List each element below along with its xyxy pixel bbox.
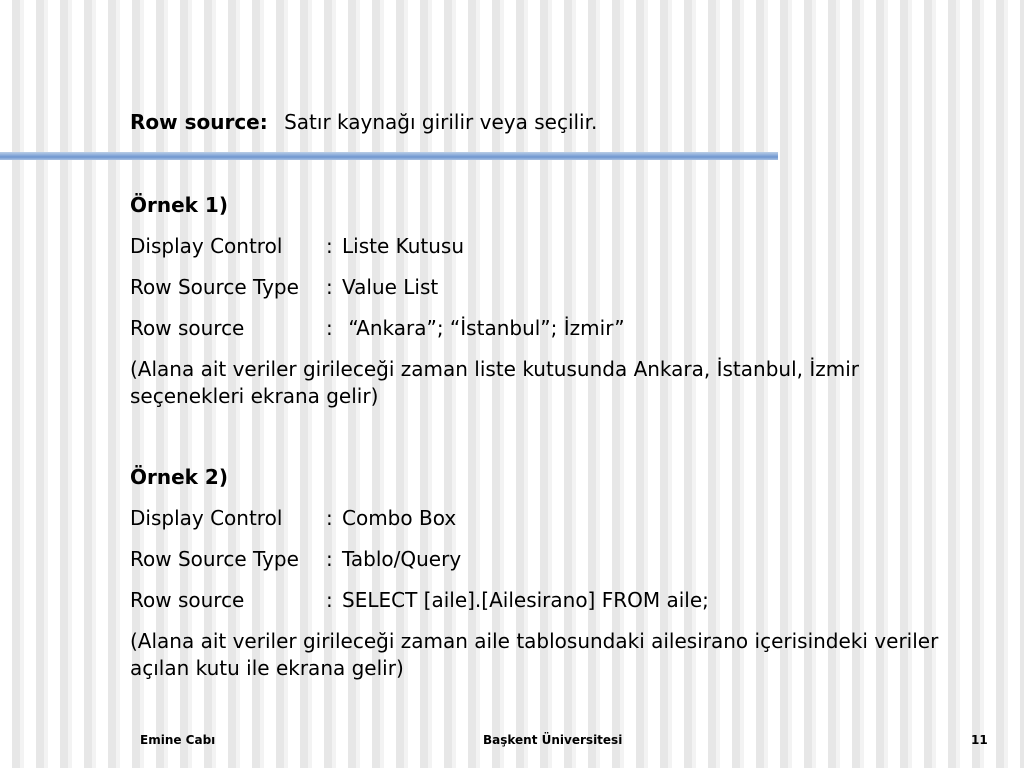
example-2-row-source-row <box>130 587 950 614</box>
row-key: Display Control <box>130 506 283 530</box>
row-value: Combo Box <box>342 506 457 530</box>
row-value: Tablo/Query <box>342 547 462 571</box>
example-1-row-source-type-row <box>130 274 950 301</box>
section-spacer <box>130 424 950 464</box>
example-1-note: (Alana ait veriler girileceği zaman liste kutusunda Ankara, İstanbul, İzmir seçenekleri ekrana gelir) <box>130 357 859 408</box>
row-value: Liste Kutusu <box>342 234 465 258</box>
footer-page-number: 11 <box>971 733 988 747</box>
example-1-display-control-row <box>130 233 950 260</box>
row-separator: : <box>326 547 333 571</box>
row-key: Row Source Type <box>130 547 299 571</box>
title-divider <box>0 152 778 160</box>
row-separator: : <box>326 506 333 530</box>
row-value: “Ankara”; “İstanbul”; İzmir” <box>342 316 625 340</box>
row-separator: : <box>326 316 333 340</box>
title-label: Row source: <box>130 110 268 134</box>
example-2-note: (Alana ait veriler girileceği zaman aile tablosundaki ailesirano içerisindeki veriler açılan kutu ile ekrana gelir) <box>130 629 939 680</box>
example-1-heading: Örnek 1) <box>130 193 228 217</box>
footer-institution: Başkent Üniversitesi <box>483 733 623 747</box>
title-text: Satır kaynağı girilir veya seçilir. <box>284 110 598 134</box>
footer-author: Emine Cabı <box>140 733 216 747</box>
example-1-row-source-row <box>130 315 950 342</box>
example-2-heading: Örnek 2) <box>130 465 228 489</box>
example-2-display-control-row <box>130 505 950 532</box>
row-value: Value List <box>342 275 439 299</box>
slide-body <box>130 192 950 696</box>
row-key: Display Control <box>130 234 283 258</box>
row-key: Row Source Type <box>130 275 299 299</box>
row-separator: : <box>326 234 333 258</box>
row-separator: : <box>326 588 333 612</box>
example-2-row-source-type-row <box>130 546 950 573</box>
row-value: SELECT [aile].[Ailesirano] FROM aile; <box>342 588 709 612</box>
row-separator: : <box>326 275 333 299</box>
row-key: Row source <box>130 316 245 340</box>
slide-title <box>130 110 597 134</box>
row-key: Row source <box>130 588 245 612</box>
